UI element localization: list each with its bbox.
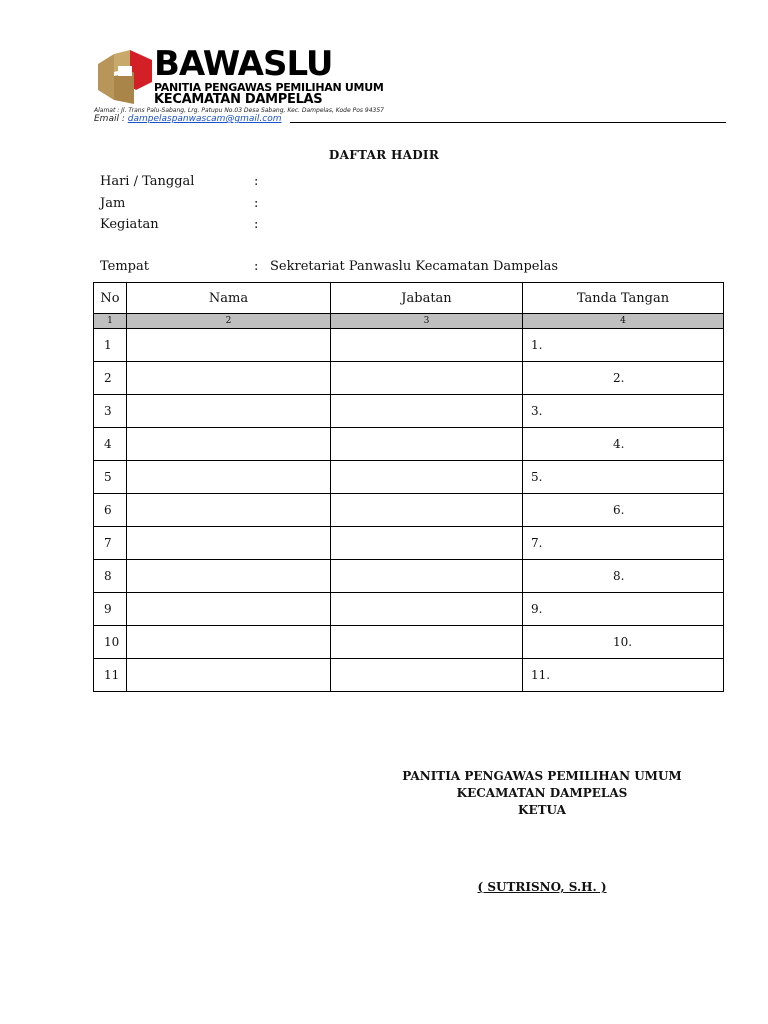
field-label: Jam — [100, 196, 126, 211]
table-row — [94, 329, 724, 362]
cell-nama[interactable] — [127, 461, 331, 494]
table-row — [94, 395, 724, 428]
cell-no: 2 — [94, 362, 127, 395]
cell-tanda-tangan[interactable]: 5. — [523, 461, 724, 494]
field-label: Kegiatan — [100, 217, 159, 232]
email-link[interactable]: dampelaspanwascam@gmail.com — [127, 114, 282, 124]
table-row — [94, 527, 724, 560]
cell-tanda-tangan[interactable]: 11. — [523, 659, 724, 692]
cell-nama[interactable] — [127, 626, 331, 659]
cell-tanda-tangan[interactable]: 4. — [523, 428, 724, 461]
cell-no: 10 — [94, 626, 127, 659]
cell-tanda-tangan[interactable]: 3. — [523, 395, 724, 428]
cell-tanda-tangan[interactable]: 6. — [523, 494, 724, 527]
letterhead — [94, 44, 734, 126]
signer-name: ( SUTRISNO, S.H. ) — [477, 880, 607, 894]
table-row — [94, 362, 724, 395]
cell-nama[interactable] — [127, 527, 331, 560]
cell-tanda-tangan[interactable]: 9. — [523, 593, 724, 626]
cell-nama[interactable] — [127, 395, 331, 428]
index-cell: 1 — [94, 314, 127, 329]
field-separator: : — [254, 259, 259, 274]
field-hari-tanggal — [100, 174, 270, 189]
cell-jabatan[interactable] — [331, 461, 523, 494]
cell-nama[interactable] — [127, 659, 331, 692]
cell-nama[interactable] — [127, 560, 331, 593]
field-tempat — [100, 259, 558, 274]
table-row — [94, 428, 724, 461]
cell-jabatan[interactable] — [331, 626, 523, 659]
field-value: Sekretariat Panwaslu Kecamatan Dampelas — [270, 259, 559, 274]
cell-tanda-tangan[interactable]: 7. — [523, 527, 724, 560]
field-jam — [100, 196, 270, 211]
table-row — [94, 560, 724, 593]
cell-jabatan[interactable] — [331, 362, 523, 395]
cell-tanda-tangan[interactable]: 10. — [523, 626, 724, 659]
signature-org-line: PANITIA PENGAWAS PEMILIHAN UMUM — [402, 769, 682, 783]
signature-block — [386, 768, 698, 819]
cell-no: 9 — [94, 593, 127, 626]
header-jabatan: Jabatan — [331, 283, 523, 314]
cell-no: 8 — [94, 560, 127, 593]
table-row — [94, 494, 724, 527]
index-cell: 2 — [127, 314, 331, 329]
table-row — [94, 626, 724, 659]
field-label: Hari / Tanggal — [100, 174, 195, 189]
field-separator: : — [254, 217, 259, 232]
cell-no: 1 — [94, 329, 127, 362]
cell-jabatan[interactable] — [331, 560, 523, 593]
table-row — [94, 659, 724, 692]
cell-tanda-tangan[interactable]: 2. — [523, 362, 724, 395]
index-cell: 4 — [523, 314, 724, 329]
field-kegiatan — [100, 217, 270, 232]
address: Alamat : Jl. Trans Palu-Sabang, Lrg. Patupu No.03 Desa Sabang, Kec. Dampelas, Kode Pos 94357 — [94, 107, 385, 114]
attendance-table — [93, 282, 724, 692]
cell-nama[interactable] — [127, 428, 331, 461]
document-title: DAFTAR HADIR — [328, 148, 440, 162]
cell-jabatan[interactable] — [331, 329, 523, 362]
cell-nama[interactable] — [127, 593, 331, 626]
table-header-row — [94, 283, 724, 314]
cell-no: 3 — [94, 395, 127, 428]
email-line — [94, 114, 282, 124]
cell-no: 4 — [94, 428, 127, 461]
bawaslu-logo-icon — [94, 46, 156, 108]
org-subtitle-2: KECAMATAN DAMPELAS — [154, 92, 323, 107]
header-nama: Nama — [127, 283, 331, 314]
cell-tanda-tangan[interactable]: 8. — [523, 560, 724, 593]
cell-jabatan[interactable] — [331, 428, 523, 461]
field-separator: : — [254, 196, 259, 211]
cell-nama[interactable] — [127, 362, 331, 395]
cell-jabatan[interactable] — [331, 395, 523, 428]
cell-no: 7 — [94, 527, 127, 560]
header-no: No — [94, 283, 127, 314]
table-row — [94, 461, 724, 494]
header-tanda-tangan: Tanda Tangan — [523, 283, 724, 314]
cell-nama[interactable] — [127, 494, 331, 527]
cell-jabatan[interactable] — [331, 527, 523, 560]
cell-jabatan[interactable] — [331, 659, 523, 692]
cell-tanda-tangan[interactable]: 1. — [523, 329, 724, 362]
cell-no: 6 — [94, 494, 127, 527]
letterhead-divider — [290, 122, 726, 123]
cell-jabatan[interactable] — [331, 494, 523, 527]
signature-district-line: KECAMATAN DAMPELAS — [456, 786, 628, 800]
cell-nama[interactable] — [127, 329, 331, 362]
index-cell: 3 — [331, 314, 523, 329]
table-row — [94, 593, 724, 626]
org-subtitle-1: PANITIA PENGAWAS PEMILIHAN UMUM — [154, 81, 384, 94]
cell-no: 5 — [94, 461, 127, 494]
field-label: Tempat — [100, 259, 149, 274]
cell-jabatan[interactable] — [331, 593, 523, 626]
org-name: BAWASLU — [154, 44, 333, 84]
field-separator: : — [254, 174, 259, 189]
signature-position: KETUA — [518, 803, 566, 817]
column-index-row — [94, 314, 724, 329]
email-label: Email : — [94, 114, 125, 124]
cell-no: 11 — [94, 659, 127, 692]
